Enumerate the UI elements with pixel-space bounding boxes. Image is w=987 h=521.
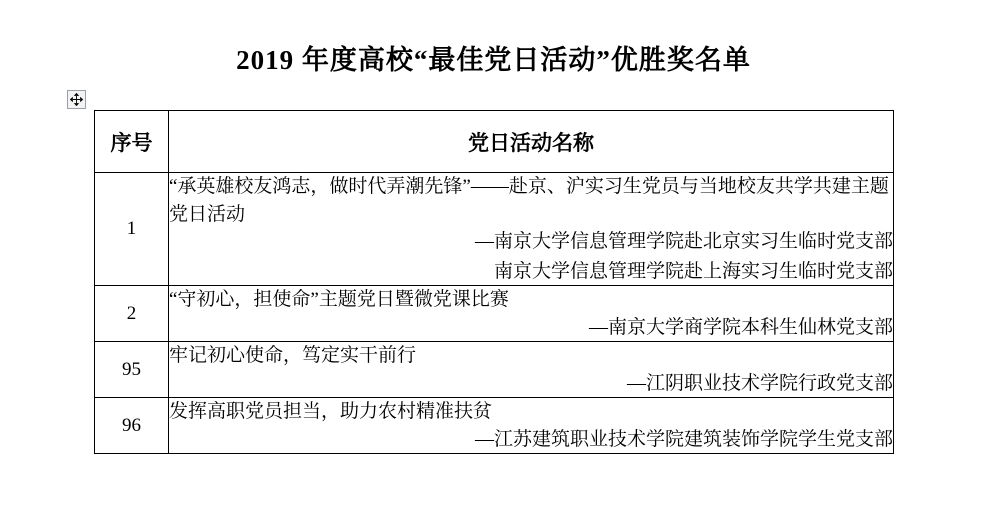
activity-table-wrapper <box>94 110 893 454</box>
row-number: 96 <box>95 398 169 454</box>
row-number: 95 <box>95 342 169 398</box>
row-activity-cell <box>169 173 894 286</box>
activity-title: 发挥高职党员担当，助力农村精准扶贫 <box>169 401 493 423</box>
page-title: 2019 年度高校“最佳党日活动”优胜奖名单 <box>236 45 751 75</box>
activity-unit: —南京大学商学院本科生仙林党支部 <box>588 316 893 338</box>
activity-table <box>94 110 894 454</box>
activity-unit: 南京大学信息管理学院赴上海实习生临时党支部 <box>493 260 893 282</box>
row-activity-cell <box>169 342 894 398</box>
table-row <box>95 398 894 454</box>
activity-title: 牢记初心使命，笃定实干前行 <box>169 345 417 367</box>
column-header-number: 序号 <box>95 111 169 173</box>
activity-unit: —江苏建筑职业技术学院建筑装饰学院学生党支部 <box>474 428 893 450</box>
activity-title: “承英雄校友鸿志，做时代弄潮先锋”——赴京、沪实习生党员与当地校友共学共建主题党日活动 <box>169 176 889 225</box>
activity-unit: —江阴职业技术学院行政党支部 <box>626 372 893 394</box>
row-activity-cell <box>169 286 894 342</box>
table-row <box>95 286 894 342</box>
activity-unit: —南京大学信息管理学院赴北京实习生临时党支部 <box>474 231 893 253</box>
row-activity-cell <box>169 398 894 454</box>
activity-title: “守初心，担使命”主题党日暨微党课比赛 <box>169 289 509 311</box>
table-row <box>95 173 894 286</box>
column-header-name: 党日活动名称 <box>169 111 894 173</box>
row-number: 1 <box>95 173 169 286</box>
table-move-handle-icon[interactable] <box>67 90 86 109</box>
table-header-row <box>95 111 894 173</box>
table-row <box>95 342 894 398</box>
row-number: 2 <box>95 286 169 342</box>
